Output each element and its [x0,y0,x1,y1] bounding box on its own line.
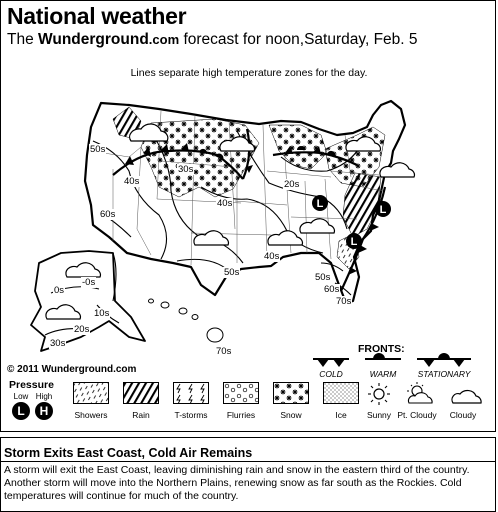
temp-label: 50s [90,144,106,155]
svg-text:L: L [316,198,324,210]
temp-label: 70s [336,296,352,307]
subtitle [7,31,418,49]
subtitle-suffix: forecast for noon,Saturday, Feb. 5 [179,31,418,48]
temp-label: 20s [74,324,90,335]
front-label-stationary: STATIONARY [417,369,471,379]
ice-pattern-icon [323,382,359,404]
legend-label-rain: Rain [132,410,150,420]
partly-cloudy-icon [407,382,432,403]
legend-label-sunny: Sunny [366,410,392,420]
flurries-pattern-icon [223,382,259,404]
low-pressure-icon: L [12,402,30,420]
temp-label: 20s [284,179,300,190]
fronts-title: FRONTS: [358,343,405,355]
brand-word: Wunderground [38,31,149,48]
story-headline: Storm Exits East Coast, Cold Air Remains [4,446,253,460]
temp-label: 60s [324,284,340,295]
temp-label: 40s [124,176,140,187]
temp-label: 40s [264,251,280,262]
legend-label-snow: Snow [280,410,302,420]
temp-label: 0s [54,285,65,296]
tstorm-pattern-icon [173,382,209,404]
map-note: Lines separate high temperature zones for the day. [130,67,368,79]
legend-label-cloudy: Cloudy [449,410,477,420]
temp-label: -0s [82,277,96,288]
legend-fronts [313,353,471,367]
subtitle-prefix: The [7,31,39,48]
brand-name [38,31,179,48]
pressure-high-label: High [35,392,53,401]
legend-label-tstorms: T-storms [174,410,208,420]
legend-label-flurries: Flurries [226,410,256,420]
hawaii-islands [149,299,224,342]
high-pressure-icon: H [35,402,53,420]
showers-pattern-icon [73,382,109,404]
cloud-icon [452,390,481,403]
temp-label: 60s [100,209,116,220]
brand-domain: .com [148,32,180,47]
front-label-warm: WARM [369,369,397,379]
legend-label-ice: Ice [335,410,347,420]
sun-icon [368,383,390,405]
legend-label-showers: Showers [74,410,108,420]
temp-label: 70s [216,346,232,357]
page-title: National weather [7,3,187,29]
rain-pattern-icon [123,382,159,404]
pressure-title: Pressure [9,379,54,391]
temp-label: 50s [224,267,240,278]
legend-label-partly-cloudy: Pt. Cloudy [397,410,437,420]
copyright: © 2011 Wunderground.com [7,364,137,375]
front-label-cold: COLD [319,369,343,379]
svg-text:L: L [379,204,387,216]
story-body: A storm will exit the East Coast, leaving diminishing rain and snow in the eastern third of the country. Another storm will move into the Northern Plains, renewing snow as far south as the Rockies. Cold temperatures will continue for much of the country. [4,464,470,502]
temp-label: 40s [217,198,233,209]
pressure-low-label: Low [13,392,29,401]
temp-label: 30s [178,164,194,175]
sky-condition-icons [365,382,485,406]
temp-label: 30s [50,338,66,349]
story-divider [0,461,496,462]
temp-label: 50s [315,272,331,283]
temp-label: 10s [94,308,110,319]
snow-pattern-icon [273,382,309,404]
svg-text:L: L [350,236,358,248]
